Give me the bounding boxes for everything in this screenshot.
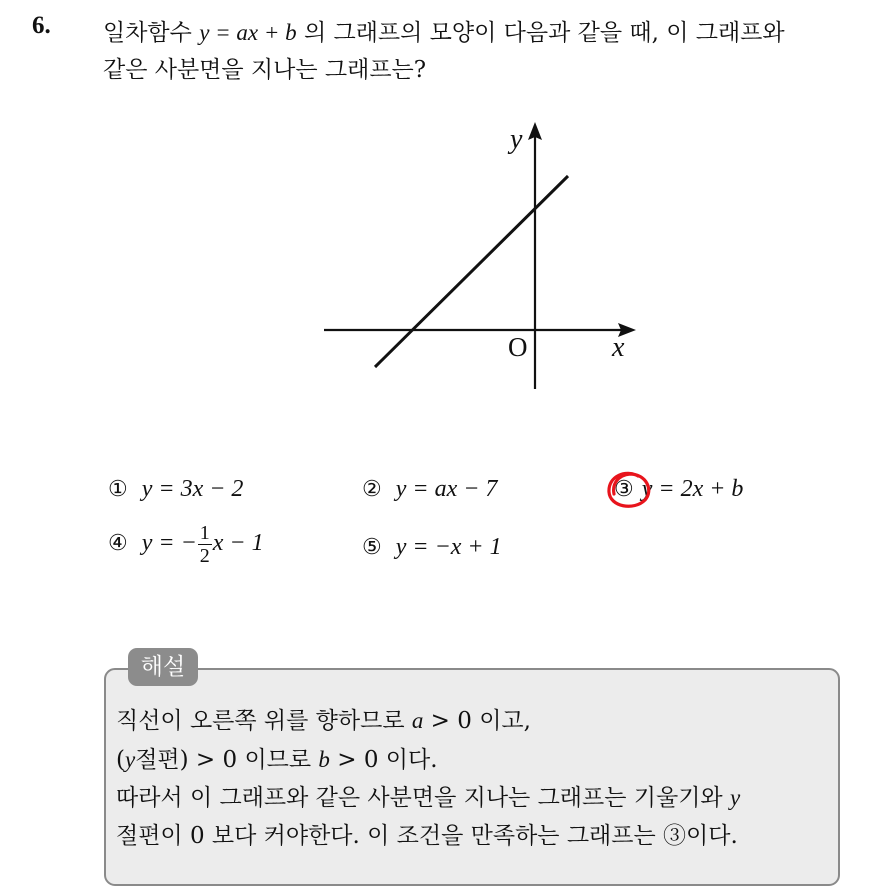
choice-1[interactable] <box>108 476 243 503</box>
y-axis-label: y <box>510 124 523 155</box>
solution-text-part: 따라서 이 그래프와 같은 사분면을 지나는 그래프는 기울기와 <box>116 785 730 811</box>
choice-expression: y = 2x + b <box>641 476 744 502</box>
choice-expression: y = −x + 1 <box>395 534 502 560</box>
x-axis-label: x <box>612 332 625 363</box>
solution-text-part: 절편) > 0 이므로 <box>135 746 319 773</box>
math-variable: y <box>124 746 136 772</box>
choice-expression <box>141 522 264 567</box>
math-variable: a <box>411 708 424 733</box>
choice-expression: y = ax − 7 <box>395 476 498 502</box>
choice-2[interactable] <box>362 476 497 503</box>
solution-text-part: ( <box>116 746 125 773</box>
answer-mark <box>604 470 654 514</box>
solution-tag: 해설 <box>128 648 198 686</box>
solution-line-1 <box>116 702 832 741</box>
choice-number: ③ <box>614 477 634 502</box>
choice-number: ⑤ <box>362 535 382 560</box>
solution-line-4: 절편이 0 보다 커야한다. 이 조건을 만족하는 그래프는 ③이다. <box>116 822 738 849</box>
solution-text-part: > 0 이고, <box>423 708 531 734</box>
expression-prefix: y = − <box>141 530 197 557</box>
choice-number: ② <box>362 477 382 502</box>
question-text-part: 의 그래프의 모양이 다음과 같을 때, 이 그래프와 <box>296 20 785 46</box>
solution-text-part: > 0 이다. <box>329 746 438 773</box>
choice-4[interactable] <box>108 522 264 567</box>
expression-suffix: x − 1 <box>212 530 264 557</box>
math-variable: b <box>318 746 330 772</box>
solution-line-2 <box>116 741 832 780</box>
solution-line-3 <box>116 779 832 818</box>
fraction <box>198 522 212 567</box>
question-text <box>103 14 873 89</box>
choice-number: ① <box>108 477 128 502</box>
question-line-1 <box>103 14 873 52</box>
question-number: 6. <box>32 12 51 39</box>
solution-text-part: 직선이 오른쪽 위를 향하므로 <box>116 708 412 734</box>
equation: y = ax + b <box>199 20 297 45</box>
fraction-numerator: 1 <box>199 522 210 544</box>
choice-5[interactable] <box>362 534 502 561</box>
question-text-part: 일차함수 <box>103 20 200 46</box>
choice-number: ④ <box>108 531 128 557</box>
function-line <box>375 176 568 367</box>
question-line-2: 같은 사분면을 지나는 그래프는? <box>103 57 427 83</box>
choice-expression: y = 3x − 2 <box>141 476 244 502</box>
solution-text <box>116 702 832 855</box>
math-variable: y <box>729 785 741 810</box>
graph <box>300 110 650 400</box>
fraction-denominator: 2 <box>199 545 210 567</box>
origin-label: O <box>508 332 528 362</box>
